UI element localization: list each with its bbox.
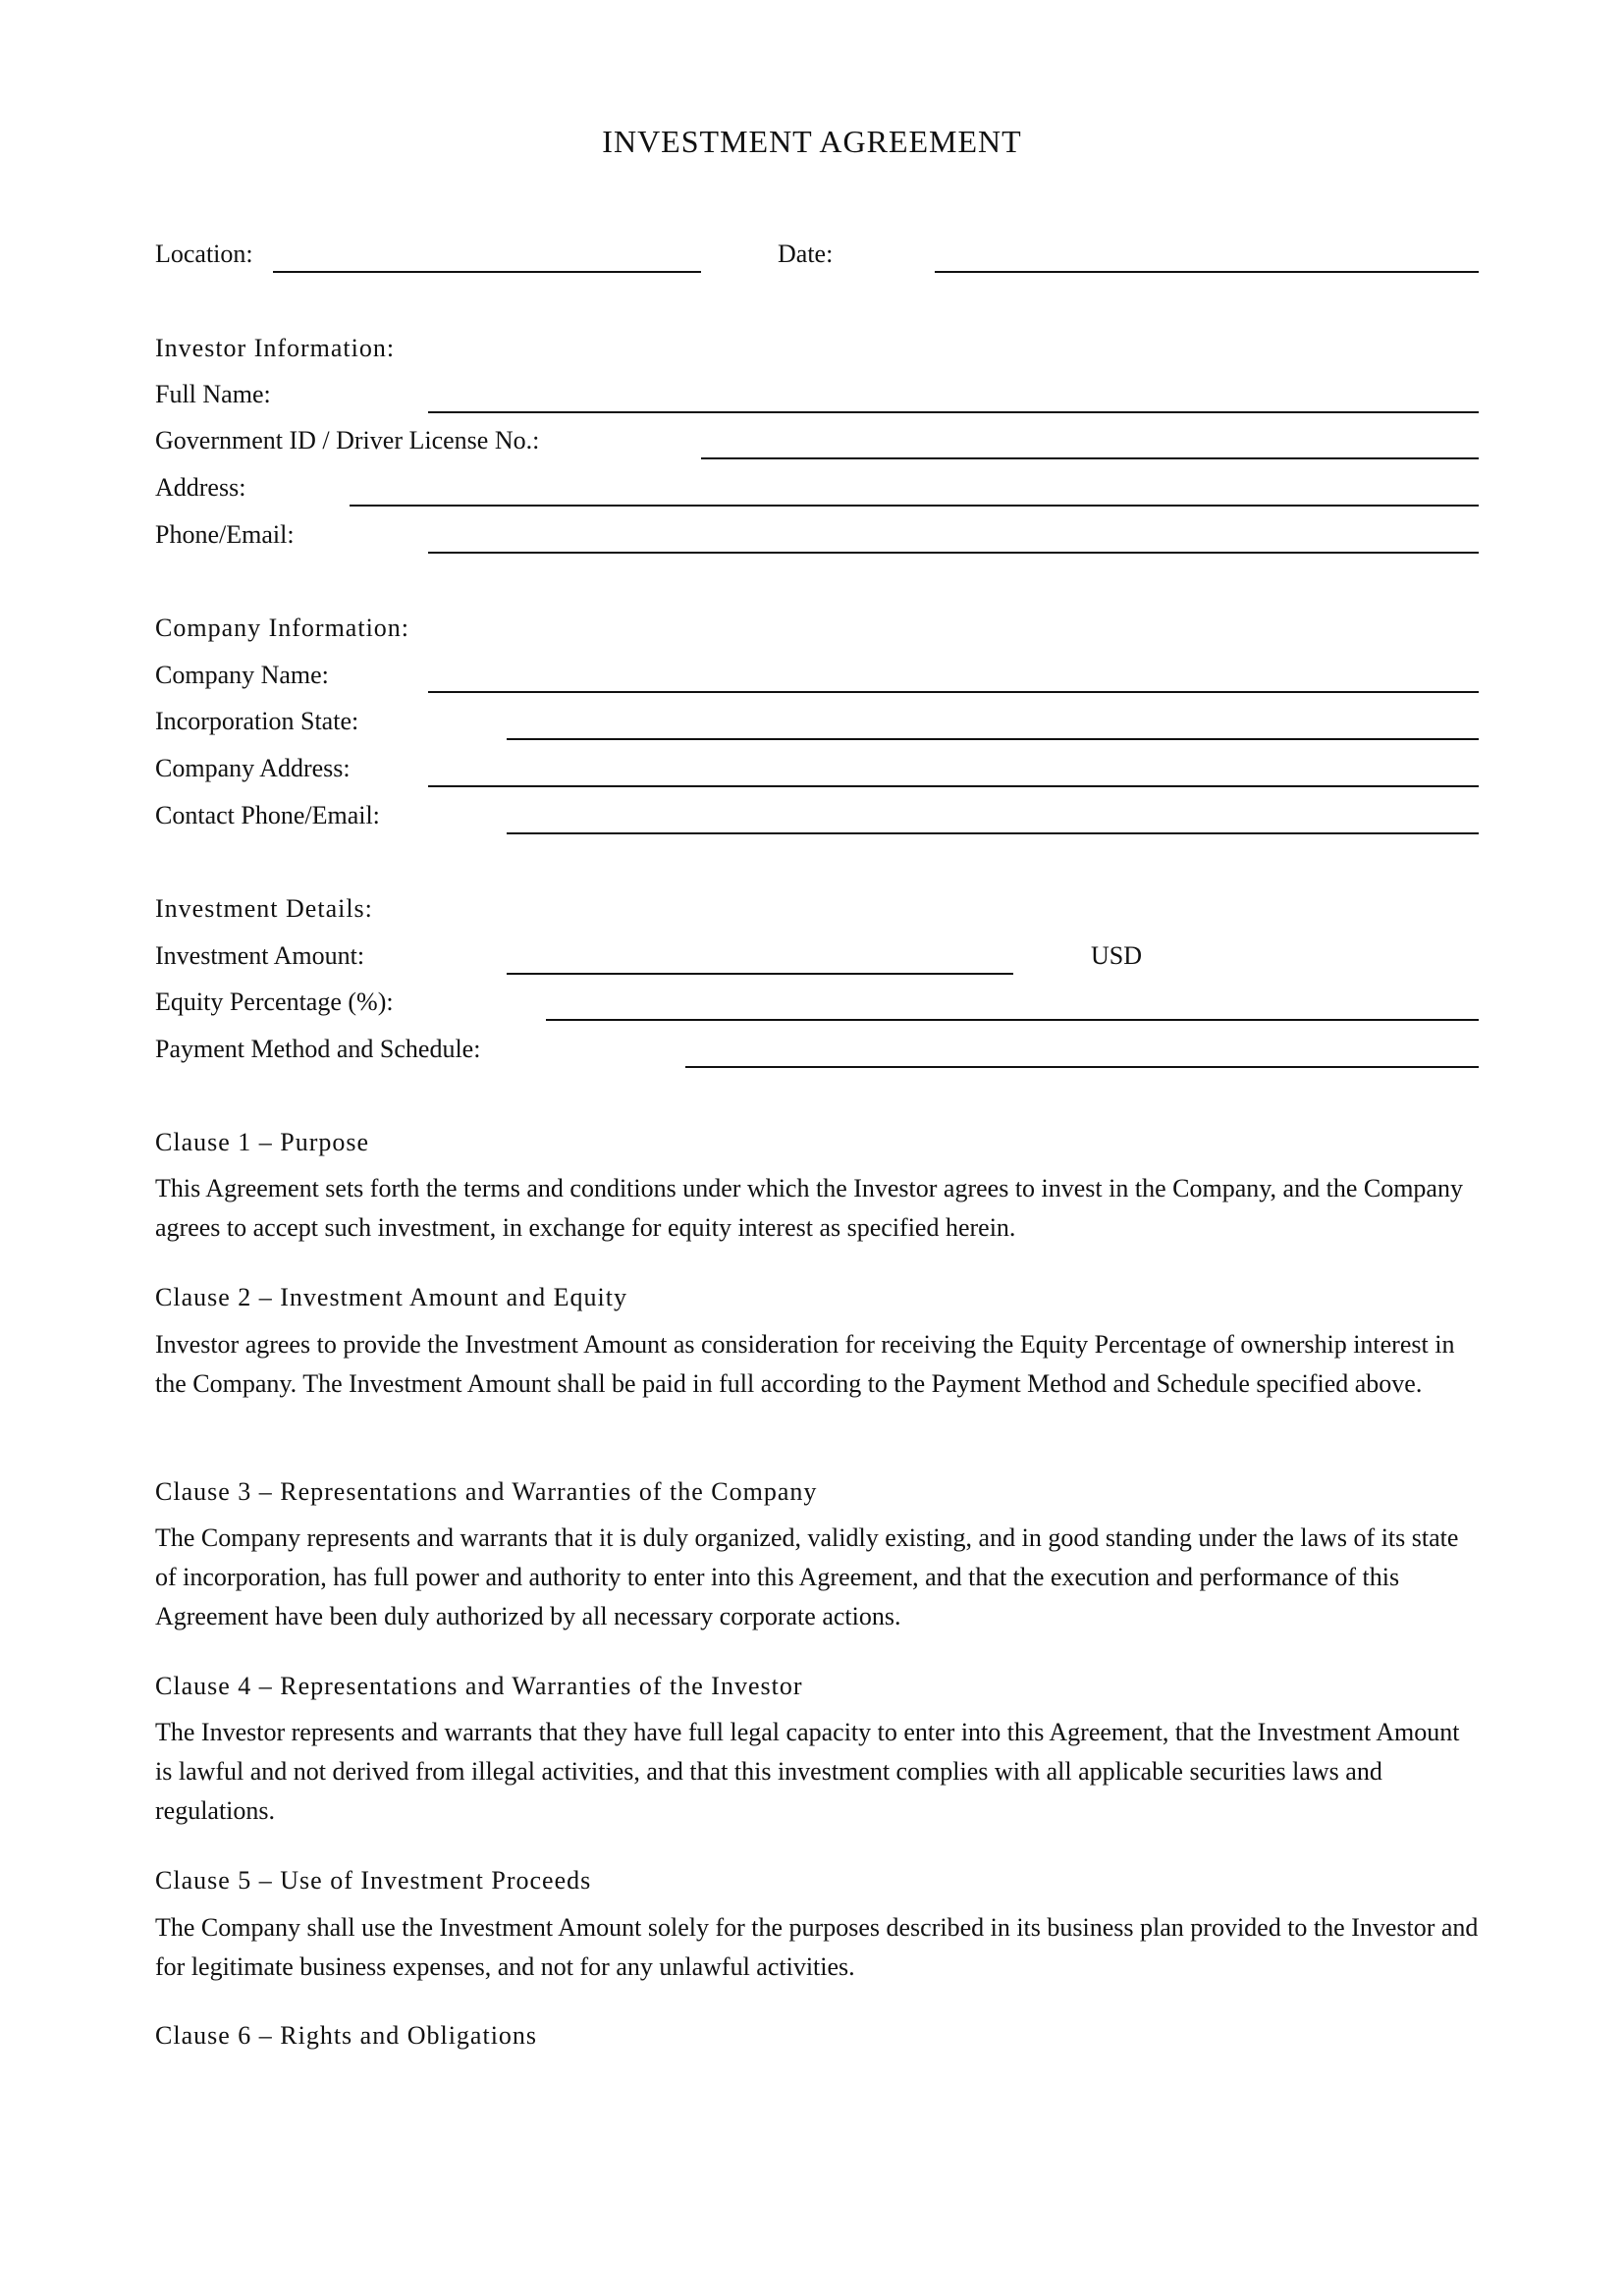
document-title: INVESTMENT AGREEMENT: [602, 124, 1022, 159]
company-address-field-line[interactable]: [428, 785, 1479, 787]
investment-amount-field-line[interactable]: [507, 973, 1013, 975]
incorporation-state-field-line[interactable]: [507, 738, 1479, 740]
company-address-label: Company Address:: [155, 754, 351, 782]
full-name-field-line[interactable]: [428, 411, 1479, 413]
clause-2-text: Investor agrees to provide the Investment Amount as consideration for receiving the Equity Percentage of ownership interest in the Company. The Investment Amount shall be paid in full according to the Payment Method and Schedule specified above.: [155, 1330, 1455, 1398]
equity-percentage-field-line[interactable]: [546, 1019, 1479, 1021]
company-name-label: Company Name:: [155, 661, 329, 689]
clause-5-heading: Clause 5 – Use of Investment Proceeds: [155, 1866, 592, 1895]
currency-label: USD: [1091, 941, 1143, 970]
payment-method-field-line[interactable]: [685, 1066, 1479, 1068]
date-field-line[interactable]: [935, 271, 1479, 273]
clause-4-heading: Clause 4 – Representations and Warranties of the Investor: [155, 1672, 803, 1700]
location-field-line[interactable]: [273, 271, 701, 273]
clause-3-text: The Company represents and warrants that it is duly organized, validly existing, and in good standing under the laws of its state of incorporation, has full power and authority to enter into this Agreement, and that the execution and performance of this Agreement have been duly authorized by all necessary corporate actions.: [155, 1523, 1459, 1630]
investment-section-heading: Investment Details:: [155, 894, 373, 923]
payment-method-label: Payment Method and Schedule:: [155, 1035, 481, 1063]
investment-amount-label: Investment Amount:: [155, 941, 365, 970]
gov-id-label: Government ID / Driver License No.:: [155, 426, 540, 454]
investor-phone-email-field-line[interactable]: [428, 552, 1479, 554]
clause-2-heading: Clause 2 – Investment Amount and Equity: [155, 1283, 627, 1311]
location-label: Location:: [155, 240, 253, 268]
clause-4-text: The Investor represents and warrants that they have full legal capacity to enter into this Agreement, that the Investment Amount is lawful and not derived from illegal activities, and that this investment complies with all applicable securities laws and regulations.: [155, 1718, 1460, 1825]
company-contact-field-line[interactable]: [507, 832, 1479, 834]
clause-1-text: This Agreement sets forth the terms and conditions under which the Investor agrees to invest in the Company, and the Company agrees to accept such investment, in exchange for equity interest as specified herein.: [155, 1174, 1463, 1242]
clause-1-heading: Clause 1 – Purpose: [155, 1128, 370, 1156]
incorporation-state-label: Incorporation State:: [155, 707, 359, 735]
company-name-field-line[interactable]: [428, 691, 1479, 693]
investor-address-label: Address:: [155, 473, 246, 502]
company-contact-label: Contact Phone/Email:: [155, 801, 380, 829]
equity-percentage-label: Equity Percentage (%):: [155, 988, 394, 1016]
full-name-label: Full Name:: [155, 380, 271, 408]
clause-6-heading: Clause 6 – Rights and Obligations: [155, 2021, 538, 2050]
gov-id-field-line[interactable]: [701, 457, 1479, 459]
investor-phone-email-label: Phone/Email:: [155, 520, 295, 549]
investor-address-field-line[interactable]: [350, 505, 1479, 507]
clause-3-heading: Clause 3 – Representations and Warranties of the Company: [155, 1477, 818, 1506]
date-label: Date:: [778, 240, 834, 268]
company-section-heading: Company Information:: [155, 614, 410, 642]
clause-5-text: The Company shall use the Investment Amount solely for the purposes described in its business plan provided to the Investor and for legitimate business expenses, and not for any unlawful activities.: [155, 1913, 1479, 1981]
investor-section-heading: Investor Information:: [155, 334, 396, 362]
